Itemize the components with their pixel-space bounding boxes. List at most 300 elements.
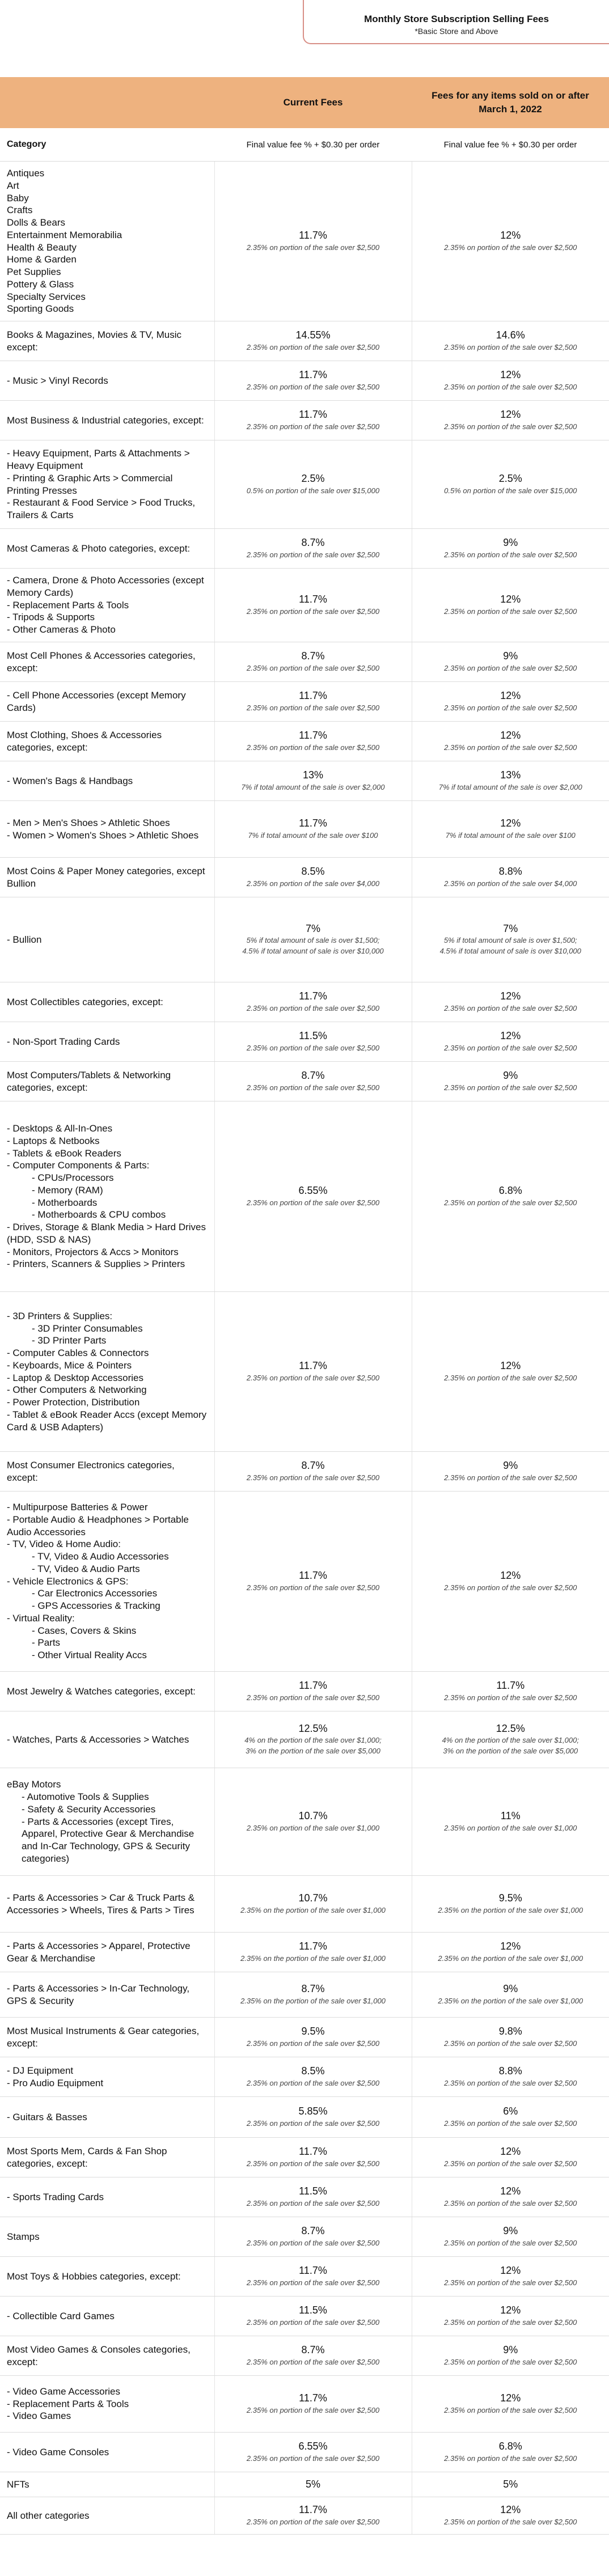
future-fee-cell [412,1492,609,1672]
fee-rate: 12% [500,2392,521,2404]
table-row [0,982,609,1022]
tab-subtitle: *Basic Store and Above [415,27,498,36]
category-cell [0,1062,214,1101]
category-cell [0,1768,214,1876]
fee-rate: 12% [500,2504,521,2516]
table-row [0,1876,609,1933]
store-subscription-tab[interactable] [303,0,609,44]
fee-note: 2.35% on portion of the sale over $2,500 [246,342,380,351]
fee-note: 2.35% on portion of the sale over $2,500 [444,2317,577,2327]
table-row [0,529,609,569]
fee-note: 2.35% on portion of the sale over $2,500 [246,2278,380,2287]
fee-rate: 12% [500,1570,521,1582]
fee-rate: 12% [500,690,521,702]
category-line: - Women's Bags & Handbags [7,775,133,786]
category-line: Home & Garden [7,254,77,265]
fee-rate: 12% [500,990,521,1002]
current-fee-cell [214,1101,412,1292]
category-line: Most Video Games & Consoles categories, except: [7,2344,191,2367]
fee-note: 2.35% on portion of the sale over $2,500 [246,382,380,391]
fee-note: 2.35% on portion of the sale over $2,500 [246,2454,380,2463]
fee-rate: 8.8% [498,866,522,878]
fee-rate: 12.5% [496,1722,525,1734]
table-row [0,682,609,722]
fee-note: 2.35% on the portion of the sale over $1,000 [438,1996,583,2005]
fee-note: 2.35% on portion of the sale over $2,500 [444,1693,577,1702]
future-fee-cell [412,2497,609,2535]
fee-rate: 8.5% [301,2065,325,2077]
current-fee-cell [214,361,412,401]
fee-note: 2.35% on portion of the sale over $2,500 [246,2405,380,2414]
category-line: - Bullion [7,934,42,945]
table-row [0,1022,609,1062]
future-fee-cell [412,2336,609,2376]
category-cell [0,982,214,1022]
current-fee-cell [214,801,412,858]
fee-note: 5% if total amount of sale is over $1,500; 4.5% if total amount of sale is over $10,000 [242,936,384,956]
fee-note: 2.35% on portion of the sale over $2,500 [246,703,380,712]
fee-note: 2.35% on portion of the sale over $2,500 [246,2357,380,2366]
category-line: - TV, Video & Audio Accessories [32,1551,169,1562]
category-line: - Other Computers & Networking [7,1384,147,1396]
current-fee-cell [214,2138,412,2177]
header-current-fees: Current Fees [214,77,412,128]
future-fee-cell [412,2433,609,2472]
fee-note: 2.35% on portion of the sale over $2,500 [246,1043,380,1052]
future-fee-cell [412,1711,609,1768]
category-line: - Drives, Storage & Blank Media > Hard Drives (HDD, SSD & NAS) [7,1222,206,1245]
fee-note: 2.35% on the portion of the sale over $1,000 [438,1954,583,1963]
fee-rate: 11.7% [299,1360,327,1372]
category-line: - Pro Audio Equipment [7,2077,104,2088]
fee-note: 2.35% on portion of the sale over $2,500 [246,2039,380,2048]
fee-note: 2.35% on portion of the sale over $2,500 [246,1373,380,1382]
table-row [0,1062,609,1101]
fee-rate: 11.7% [299,2146,327,2158]
fee-rate: 8.7% [301,1983,325,1995]
fee-rate: 11.7% [299,1941,327,1952]
fee-rate: 11.7% [299,2504,327,2516]
table-row [0,1492,609,1672]
category-cell [0,529,214,569]
fee-note: 2.35% on portion of the sale over $2,500 [444,2238,577,2247]
current-fee-cell [214,2376,412,2433]
current-fee-cell [214,1972,412,2018]
fee-rate: 11.5% [299,1030,327,1042]
future-fee-cell [412,1876,609,1933]
fee-rate: 14.6% [496,329,525,341]
fee-rate: 6.8% [498,2441,522,2452]
future-fee-cell [412,858,609,897]
category-cell [0,1933,214,1972]
category-cell [0,440,214,529]
fee-note: 2.35% on portion of the sale over $1,000 [246,1823,380,1832]
current-fee-cell [214,2472,412,2497]
fee-note: 2.35% on portion of the sale over $2,500 [444,1473,577,1482]
fee-rate: 11.7% [299,2265,327,2277]
fee-rate: 7% [503,922,518,934]
category-line: - Laptops & Netbooks [7,1135,100,1146]
fee-rate: 12% [500,2146,521,2158]
table-row [0,1768,609,1876]
table-row [0,1101,609,1292]
current-fee-cell [214,162,412,321]
fee-note: 2.35% on portion of the sale over $2,500 [444,703,577,712]
category-line: - Computer Components & Parts: [7,1160,150,1171]
fee-note: 2.35% on portion of the sale over $2,500 [444,2039,577,2048]
fee-rate: 12% [500,230,521,242]
table-row [0,801,609,858]
category-line: Sporting Goods [7,303,74,315]
category-column-label: Category [0,128,214,162]
category-cell [0,858,214,897]
current-fee-cell [214,982,412,1022]
fee-rate: 11.7% [299,1570,327,1582]
table-row [0,1452,609,1492]
category-line: - Parts & Accessories (except Tires, Apparel, Protective Gear & Merchandise and In-Car Technology, GPS & Security categories) [22,1816,194,1864]
fee-note: 2.35% on portion of the sale over $2,500 [444,2119,577,2128]
category-cell [0,1292,214,1452]
category-cell [0,2433,214,2472]
category-line: Dolls & Bears [7,217,65,228]
fee-note: 2.35% on portion of the sale over $2,500 [246,243,380,252]
table-row [0,2018,609,2057]
current-fee-cell [214,1711,412,1768]
future-fee-cell [412,2376,609,2433]
category-cell [0,642,214,682]
category-line: - Other Cameras & Photo [7,624,116,635]
future-fee-cell [412,2217,609,2257]
fee-rate: 12% [500,594,521,605]
fee-note: 2.35% on portion of the sale over $2,500 [444,342,577,351]
category-cell [0,2376,214,2433]
fee-rate: 9% [503,1070,518,1082]
table-row [0,2497,609,2535]
category-line: - Cell Phone Accessories (except Memory Cards) [7,689,186,713]
fee-rate: 13% [500,769,521,781]
fee-note: 2.35% on portion of the sale over $2,500 [246,743,380,752]
table-row [0,722,609,761]
fee-rate: 5.85% [298,2105,328,2117]
current-fee-cell [214,1022,412,1062]
future-fee-cell [412,1022,609,1062]
fee-note: 2.35% on portion of the sale over $2,500 [246,2238,380,2247]
table-row [0,1711,609,1768]
future-fee-cell [412,897,609,982]
fee-rate: 9% [503,650,518,662]
category-line: Books & Magazines, Movies & TV, Music except: [7,329,182,353]
future-fee-cell [412,1972,609,2018]
category-cell [0,1672,214,1711]
fee-note: 2.35% on portion of the sale over $4,000 [246,879,380,888]
category-line: Most Musical Instruments & Gear categories, except: [7,2025,200,2049]
current-fee-cell [214,529,412,569]
fee-note: 4% on the portion of the sale over $1,000; 3% on the portion of the sale over $5,000 [244,1736,382,1756]
fee-rate: 7% [305,922,320,934]
current-fee-cell [214,2018,412,2057]
category-line: - Motherboards [32,1197,98,1208]
fee-note: 2.35% on portion of the sale over $2,500 [444,2078,577,2087]
fee-rate: 6.55% [298,2441,328,2452]
category-line: - Video Game Accessories [7,2386,120,2397]
future-fee-cell [412,1292,609,1452]
tab-title: Monthly Store Subscription Selling Fees [364,14,549,24]
category-cell [0,1972,214,2018]
category-line: - Printing & Graphic Arts > Commercial Printing Presses [7,472,173,496]
category-line: eBay Motors [7,1779,61,1790]
fee-note: 0.5% on portion of the sale over $15,000 [444,486,577,495]
category-line: - Video Games [7,2410,71,2422]
current-fee-cell [214,1933,412,1972]
table-row [0,1972,609,2018]
fee-rate: 11.7% [299,230,327,242]
table-row [0,897,609,982]
current-fee-cell [214,1292,412,1452]
category-cell [0,682,214,722]
table-row [0,2376,609,2433]
category-cell [0,2138,214,2177]
fee-rate: 11.7% [299,730,327,742]
category-cell [0,1101,214,1292]
category-line: Crafts [7,205,33,216]
current-fee-cell [214,1876,412,1933]
category-line: - Men > Men's Shoes > Athletic Shoes [7,817,170,828]
category-line: - Laptop & Desktop Accessories [7,1372,143,1383]
current-fee-cell [214,2297,412,2336]
fee-note: 2.35% on portion of the sale over $2,500 [444,2278,577,2287]
fee-note: 2.35% on portion of the sale over $2,500 [246,1693,380,1702]
fee-rate: 12.5% [298,1722,328,1734]
fee-rate: 12% [500,2185,521,2197]
category-line: - Other Virtual Reality Accs [32,1650,147,1661]
fee-note: 2.35% on the portion of the sale over $1,000 [240,1905,386,1914]
fee-note: 2.35% on portion of the sale over $2,500 [246,1198,380,1207]
category-line: Most Jewelry & Watches categories, except: [7,1685,196,1697]
category-line: - GPS Accessories & Tracking [32,1600,160,1612]
top-bar [0,0,609,77]
category-line: - Virtual Reality: [7,1612,75,1624]
fee-note: 2.35% on portion of the sale over $2,500 [444,550,577,559]
header-future-fees: Fees for any items sold on or after March 1, 2022 [412,77,609,128]
fee-note: 2.35% on portion of the sale over $2,500 [246,422,380,431]
category-line: Baby [7,192,29,204]
category-line: - Music > Vinyl Records [7,375,108,386]
fee-rate: 8.7% [301,2344,325,2356]
category-line: Most Consumer Electronics categories, except: [7,1459,175,1483]
future-fee-cell [412,761,609,801]
fee-rate: 11.7% [299,409,327,421]
category-cell [0,897,214,982]
fee-note: 2.35% on portion of the sale over $2,500 [444,243,577,252]
fee-note: 2.35% on portion of the sale over $2,500 [246,1583,380,1592]
fee-note: 4% on the portion of the sale over $1,000; 3% on the portion of the sale over $5,000 [442,1736,579,1756]
fee-note: 2.35% on portion of the sale over $2,500 [444,743,577,752]
category-line: - Car Electronics Accessories [32,1588,158,1599]
table-row [0,401,609,440]
future-fee-cell [412,642,609,682]
fee-rate: 5% [503,2478,518,2490]
category-line: - Heavy Equipment, Parts & Attachments > Heavy Equipment [7,448,190,471]
fee-rate: 13% [302,769,324,781]
current-fee-cell [214,569,412,642]
fee-rate: 9% [503,1460,518,1472]
current-fee-cell [214,682,412,722]
fee-rate: 9% [503,2344,518,2356]
fee-rate: 12% [500,730,521,742]
fee-rate: 12% [500,1941,521,1952]
category-cell [0,2336,214,2376]
fee-note: 2.35% on portion of the sale over $2,500 [246,2159,380,2168]
category-cell [0,321,214,361]
fee-note: 2.35% on portion of the sale over $2,500 [444,2454,577,2463]
fee-rate: 12% [500,1030,521,1042]
table-row [0,2297,609,2336]
category-line: - Parts & Accessories > Car & Truck Parts & Accessories > Wheels, Tires & Parts > Tires [7,1892,195,1916]
category-line: - Parts & Accessories > Apparel, Protective Gear & Merchandise [7,1940,191,1964]
fee-note: 7% if total amount of the sale over $100 [445,831,576,840]
fee-rate: 12% [500,369,521,381]
fee-note: 2.35% on portion of the sale over $2,500 [444,1003,577,1012]
current-fee-basis: Final value fee % + $0.30 per order [214,128,412,162]
future-fee-cell [412,440,609,529]
current-fee-cell [214,642,412,682]
header-blank [0,77,214,128]
category-line: All other categories [7,2510,90,2521]
category-cell [0,569,214,642]
fee-rate: 11.7% [299,594,327,605]
fee-note: 5% if total amount of sale is over $1,500; 4.5% if total amount of sale is over $10,000 [439,936,581,956]
category-line: Most Cell Phones & Accessories categories, except: [7,650,196,673]
category-line: - TV, Video & Home Audio: [7,1539,121,1550]
future-fee-cell [412,1101,609,1292]
table-row [0,2433,609,2472]
current-fee-cell [214,2097,412,2138]
fee-rate: 11.5% [299,2185,327,2197]
category-line: - CPUs/Processors [32,1172,114,1183]
table-row [0,2177,609,2217]
category-line: - Computer Cables & Connectors [7,1348,149,1358]
category-cell [0,2297,214,2336]
current-fee-cell [214,858,412,897]
category-line: - Motherboards & CPU combos [32,1209,166,1221]
future-fee-cell [412,529,609,569]
fee-rate: 10.7% [298,1810,328,1822]
fee-note: 2.35% on portion of the sale over $2,500 [444,2405,577,2414]
current-fee-cell [214,897,412,982]
category-cell [0,1711,214,1768]
category-cell [0,2018,214,2057]
category-cell [0,361,214,401]
category-line: - 3D Printer Consumables [32,1323,143,1334]
category-line: NFTs [7,2478,29,2490]
fee-rate: 11.7% [299,2392,327,2404]
fee-rate: 12% [500,409,521,421]
fee-rate: 9% [503,2225,518,2237]
table-row [0,2138,609,2177]
category-cell [0,2472,214,2497]
future-fee-cell [412,2257,609,2297]
fee-note: 2.35% on portion of the sale over $2,500 [246,1473,380,1482]
category-line: Pottery & Glass [7,278,74,290]
table-header-row [0,77,609,128]
fee-rate: 2.5% [498,473,522,485]
fee-note: 2.35% on portion of the sale over $2,500 [444,607,577,616]
category-line: Most Clothing, Shoes & Accessories categories, except: [7,729,162,753]
category-line: - Printers, Scanners & Supplies > Printers [7,1259,185,1270]
fee-note: 2.35% on portion of the sale over $2,500 [444,663,577,672]
future-fee-cell [412,1672,609,1711]
current-fee-cell [214,1492,412,1672]
current-fee-cell [214,2177,412,2217]
fee-note: 2.35% on portion of the sale over $2,500 [246,663,380,672]
fee-note: 2.35% on portion of the sale over $2,500 [444,2517,577,2526]
category-cell [0,2217,214,2257]
fee-note: 0.5% on portion of the sale over $15,000 [246,486,380,495]
table-row [0,440,609,529]
category-line: - Tablet & eBook Reader Accs (except Memory Card & USB Adapters) [7,1409,207,1433]
table-row [0,1933,609,1972]
category-line: - Portable Audio & Headphones > Portable Audio Accessories [7,1514,189,1537]
category-cell [0,2257,214,2297]
category-cell [0,1452,214,1492]
fee-rate: 6.8% [498,1185,522,1197]
current-fee-cell [214,1062,412,1101]
table-row [0,2217,609,2257]
fee-rate: 12% [500,1360,521,1372]
category-line: - Automotive Tools & Supplies [22,1791,149,1803]
category-line: - Keyboards, Mice & Pointers [7,1359,132,1371]
category-line: Most Collectibles categories, except: [7,996,163,1007]
table-row [0,2472,609,2497]
fee-rate: 11.7% [299,990,327,1002]
category-line: Entertainment Memorabilia [7,229,122,240]
future-fee-cell [412,982,609,1022]
future-fee-cell [412,569,609,642]
future-fee-cell [412,2138,609,2177]
table-row [0,2257,609,2297]
category-line: Antiques [7,168,45,179]
table-row [0,162,609,321]
future-fee-cell [412,682,609,722]
category-line: - TV, Video & Audio Parts [32,1563,140,1574]
category-line: - Watches, Parts & Accessories > Watches [7,1734,189,1745]
category-line: - Collectible Card Games [7,2310,115,2321]
fee-rate: 8.7% [301,1460,325,1472]
category-line: - 3D Printers & Supplies: [7,1310,113,1321]
fee-rate: 11.7% [299,817,327,829]
table-row [0,2097,609,2138]
fee-note: 2.35% on portion of the sale over $2,500 [444,1083,577,1092]
fee-note: 2.35% on portion of the sale over $2,500 [246,607,380,616]
fee-note: 2.35% on portion of the sale over $2,500 [246,2078,380,2087]
category-line: - Sports Trading Cards [7,2191,104,2202]
fee-rate: 10.7% [298,1892,328,1904]
future-fee-cell [412,801,609,858]
table-row [0,2336,609,2376]
fee-rate: 11% [500,1810,521,1822]
category-line: - Parts & Accessories > In-Car Technology, GPS & Security [7,1982,190,2006]
category-cell [0,401,214,440]
category-line: - Non-Sport Trading Cards [7,1036,120,1047]
current-fee-cell [214,2433,412,2472]
fee-rate: 8.5% [301,866,325,878]
current-fee-cell [214,401,412,440]
fee-rate: 12% [500,2304,521,2316]
table-row [0,569,609,642]
fee-note: 2.35% on portion of the sale over $2,500 [246,550,380,559]
fee-rate: 2.5% [301,473,325,485]
future-fee-cell [412,722,609,761]
